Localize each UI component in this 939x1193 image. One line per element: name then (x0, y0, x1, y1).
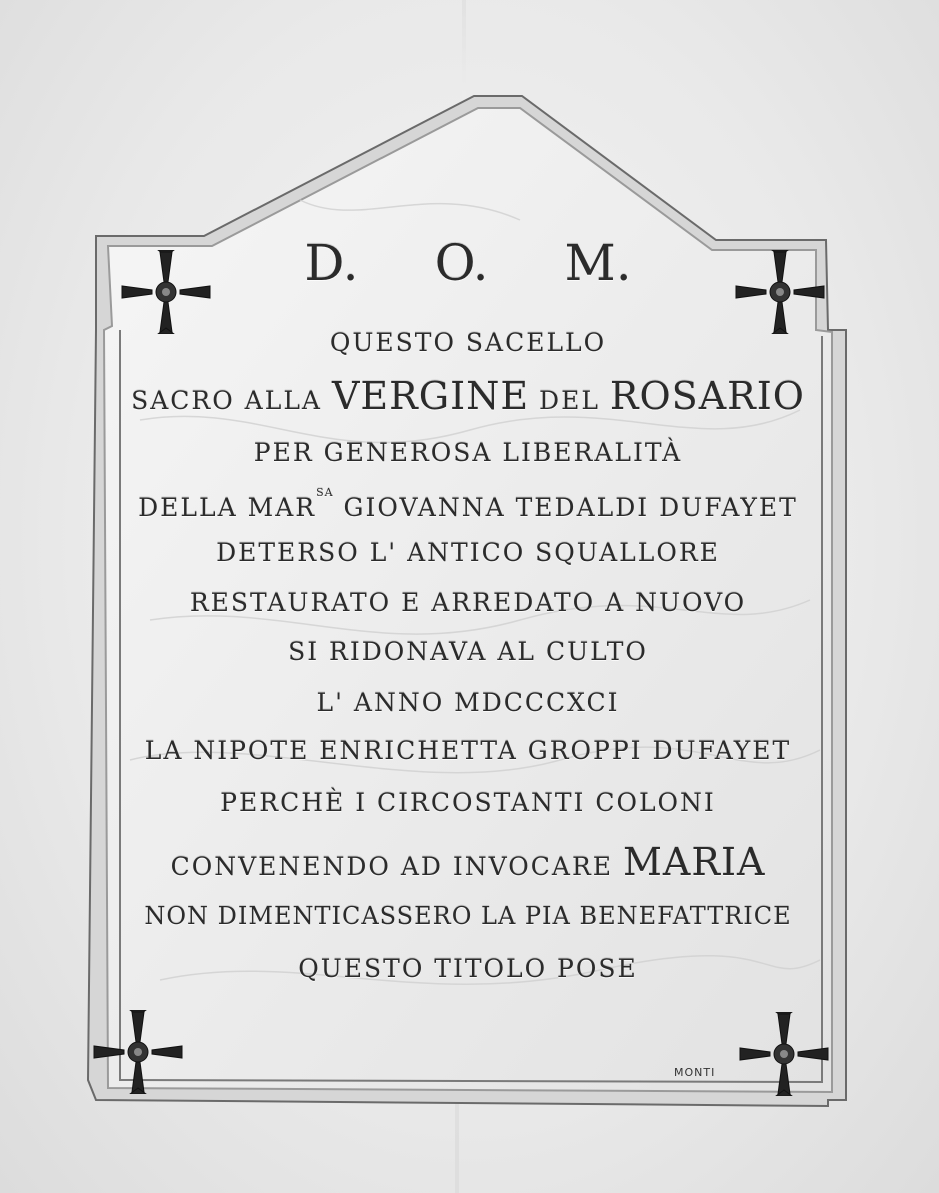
line-2-a: SACRO ALLA (131, 386, 332, 415)
word-maria: MARIA (622, 840, 766, 884)
inscription-line-8: L' ANNO MDCCCXCI (316, 688, 620, 717)
dom-letter-d: D. (304, 234, 359, 292)
inscription-line-7: SI RIDONAVA AL CULTO (288, 637, 648, 666)
inscription-line-5: DETERSO L' ANTICO SQUALLORE (216, 538, 720, 567)
dom-letter-m: M. (564, 234, 632, 292)
inscription-line-12: NON DIMENTICASSERO LA PIA BENEFATTRICE (144, 902, 792, 930)
inscription-line-1: QUESTO SACELLO (329, 328, 607, 357)
inscription-line-10: PERCHÈ I CIRCOSTANTI COLONI (220, 788, 716, 817)
inscription-line-2 (108, 374, 828, 418)
line-4-superscript: SA (316, 486, 334, 499)
word-rosario: ROSARIO (609, 374, 805, 418)
inscription-line-9: LA NIPOTE ENRICHETTA GROPPI DUFAYET (144, 736, 792, 765)
inscription-line-6: RESTAURATO E ARREDATO A NUOVO (189, 588, 747, 617)
line-11-a: CONVENENDO AD INVOCARE (170, 852, 623, 881)
inscription-line-3: PER GENEROSA LIBERALITÀ (253, 438, 683, 467)
sculptor-signature: MONTI (674, 1066, 716, 1079)
inscription-line-13: QUESTO TITOLO POSE (298, 954, 638, 983)
dom-letter-o: O. (434, 234, 489, 292)
word-vergine: VERGINE (331, 374, 530, 418)
inscription-line-4 (108, 486, 828, 522)
line-2-c: DEL (529, 386, 610, 415)
cross-pattee-icon (738, 1012, 830, 1096)
cross-pattee-icon (92, 1010, 184, 1094)
inscription-dom (108, 234, 828, 292)
inscription-line-11 (108, 840, 828, 884)
line-4-b: GIOVANNA TEDALDI DUFAYET (333, 493, 798, 522)
line-4-a: DELLA MAR (138, 493, 317, 522)
